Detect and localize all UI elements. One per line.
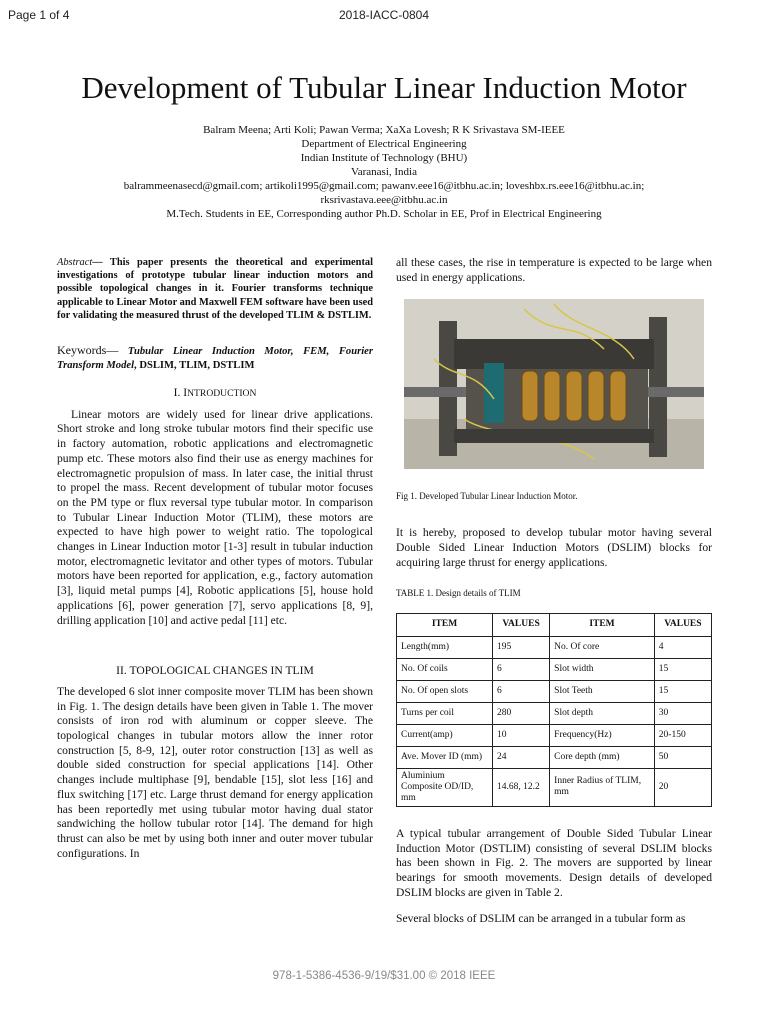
tlim-photo-drawing: [404, 299, 704, 469]
table-cell: 280: [493, 702, 550, 724]
tlim-photo: [404, 299, 704, 469]
pdf-header-bar: [0, 0, 768, 32]
author-block: [60, 123, 708, 221]
table-1-caption: TABLE 1. Design details of TLIM: [396, 588, 521, 599]
section-1-paragraph: Linear motors are widely used for linear drive applications. Short stroke and long stroke tubular motors find their specific use in factory automation, robotic applications and electromagnetic pump etc. These motors also find their use as energy machines for electromagnetic propulsion of mass. In later case, the initial thrust to propel the mass. Recent development of tubular motor focuses on the PM type or flux reversal type tubular motor. In comparison to Tubular Linear Induction Motor (TLIM), these motors are expected to have high power to weight ratio. The topological changes in Linear Induction motor [1-3] result in tubular induction motor, electromagnetic levitator and other types of motors. Tubular motors have been reported for application, e.g., factory automation [3], liquid metal pumps [4], Robotic applications [5], house hold applications [6], power generation [7], servo applications [8, 9], drilling application [10] and active pedal [11] etc.: [57, 407, 373, 627]
table-cell: Slot Teeth: [550, 680, 655, 702]
author-emails: balrammeenasecd@gmail.com; artikoli1995@gmail.com; pawanv.eee16@itbhu.ac.in; loveshbx.rs.eee16@itbhu.ac.in;: [123, 180, 645, 192]
table-header-cell: ITEM: [397, 613, 493, 636]
abstract: [57, 256, 373, 322]
table-cell: 6: [493, 658, 550, 680]
author-roles: M.Tech. Students in EE, Corresponding author Ph.D. Scholar in EE, Prof in Electrical Engineering: [166, 208, 602, 220]
institute: Indian Institute of Technology (BHU): [300, 152, 468, 164]
keywords-label: Keywords—: [57, 343, 119, 358]
paper-title: Development of Tubular Linear Induction Motor: [81, 70, 687, 105]
table-cell: 10: [493, 724, 550, 746]
section-2-heading: II. TOPOLOGICAL CHANGES IN TLIM: [116, 664, 314, 678]
table-cell: Ave. Mover ID (mm): [397, 746, 493, 768]
table-cell: 24: [493, 746, 550, 768]
figure-1-caption: Fig 1. Developed Tubular Linear Induction Motor.: [396, 491, 578, 502]
left-column: [57, 256, 373, 861]
abstract-text: — This paper presents the theoretical and experimental investigations of prototype tubular linear induction motors and possible topological changes in it. Fourier transforms technique applicable to Linear Motor and Maxwell FEM software have been used for validating the measured thrust of the developed TLIM & DSTLIM.: [57, 257, 373, 321]
table-cell: 14.68, 12.2: [493, 768, 550, 806]
department: Department of Electrical Engineering: [301, 138, 467, 150]
table-row: [397, 658, 712, 680]
table-cell: 50: [654, 746, 711, 768]
table-header-cell: VALUES: [654, 613, 711, 636]
right-paragraph-4: Several blocks of DSLIM can be arranged in a tubular form as: [396, 912, 686, 926]
conference-code: 2018-IACC-0804: [338, 8, 430, 22]
right-column: [396, 256, 712, 927]
section-2-paragraph: The developed 6 slot inner composite mover TLIM has been shown in Fig. 1. The design details have been given in Table 1. The mover consists of iron rod with aluminum or copper sleeve. The topological changes in tubular motors allow the inner rotor construction [5, 8-9, 12], outer rotor construction [13] as well as double sided construction for special applications [14]. Other changes include multiphase [9], bendable [15], slot less [16] and flux switching [17] etc. Large thrust demand for energy application has been reportedly met using tubular motor having dual stator sandwiching the hollow tubular rotor [14]. The demand for high thrust can also be met by using both inner and outer mover tubular configurations. In: [57, 684, 373, 860]
page-indicator: Page 1 of 4: [8, 8, 70, 22]
section-1-heading: I. INTRODUCTION: [173, 386, 257, 400]
table-cell: 4: [654, 636, 711, 658]
table-cell: No. Of coils: [397, 658, 493, 680]
table-cell: No. Of core: [550, 636, 655, 658]
table-row: [397, 746, 712, 768]
right-paragraph-1: all these cases, the rise in temperature is expected to be large when used in energy applications.: [396, 256, 712, 284]
author-names: Balram Meena; Arti Koli; Pawan Verma; XaXa Lovesh; R K Srivastava SM-IEEE: [203, 124, 565, 136]
author-email-2: rksrivastava.eee@itbhu.ac.in: [320, 194, 448, 206]
table-cell: Slot width: [550, 658, 655, 680]
table-cell: 15: [654, 658, 711, 680]
table-row: [397, 680, 712, 702]
copyright-footer: 978-1-5386-4536-9/19/$31.00 © 2018 IEEE: [272, 970, 496, 982]
table-cell: Turns per coil: [397, 702, 493, 724]
table-header-cell: ITEM: [550, 613, 655, 636]
table-cell: 6: [493, 680, 550, 702]
right-paragraph-3: A typical tubular arrangement of Double Sided Tubular Linear Induction Motor (DSTLIM) consisting of several DSLIM blocks has been shown in Fig. 2. The movers are supported by linear bearings for smooth movements. Design details of developed DSLIM blocks are given in Table 2.: [396, 826, 712, 899]
table-cell: Core depth (mm): [550, 746, 655, 768]
city: Varanasi, India: [351, 166, 417, 178]
table-cell: No. Of open slots: [397, 680, 493, 702]
table-cell: 195: [493, 636, 550, 658]
table-cell: Inner Radius of TLIM, mm: [550, 768, 655, 806]
table-row: [397, 768, 712, 806]
table-cell: 30: [654, 702, 711, 724]
table-cell: 20-150: [654, 724, 711, 746]
table-cell: Slot depth: [550, 702, 655, 724]
table-row: [397, 702, 712, 724]
table-header-cell: VALUES: [493, 613, 550, 636]
table-row: [397, 724, 712, 746]
table-cell: Aluminium Composite OD/ID, mm: [397, 768, 493, 806]
keywords-italic: Tubular Linear Induction Motor, FEM, Fourier Transform Model: [57, 346, 373, 371]
table-cell: 20: [654, 768, 711, 806]
table-cell: Current(amp): [397, 724, 493, 746]
table-cell: 15: [654, 680, 711, 702]
keywords-rest: , DSLIM, TLIM, DSTLIM: [134, 359, 255, 371]
table-cell: Frequency(Hz): [550, 724, 655, 746]
table-row: [397, 636, 712, 658]
abstract-label: Abstract: [57, 257, 93, 268]
keywords: [57, 344, 373, 372]
design-details-table: [396, 613, 712, 807]
table-header-row: [397, 613, 712, 636]
table-cell: Length(mm): [397, 636, 493, 658]
right-paragraph-2: It is hereby, proposed to develop tubular motor having several Double Sided Linear Induction Motors (DSLIM) blocks for acquiring large thrust for energy applications.: [396, 526, 712, 569]
